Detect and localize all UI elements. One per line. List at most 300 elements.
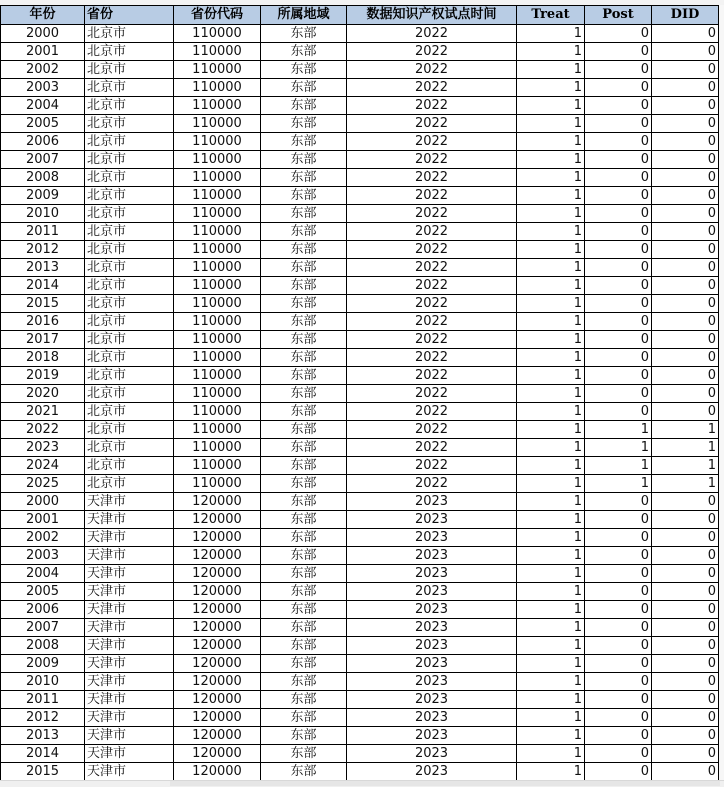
cell-region[interactable]: 东部	[261, 115, 347, 133]
cell-did[interactable]: 0	[652, 349, 719, 367]
cell-treat[interactable]: 1	[517, 763, 585, 781]
cell-pilot-year[interactable]: 2022	[347, 259, 517, 277]
cell-region[interactable]: 东部	[261, 223, 347, 241]
cell-post[interactable]: 0	[585, 403, 652, 421]
cell-province-code[interactable]: 120000	[174, 637, 261, 655]
cell-province-code[interactable]: 110000	[174, 79, 261, 97]
cell-year[interactable]: 2012	[1, 241, 85, 259]
cell-did[interactable]: 0	[652, 25, 719, 43]
cell-region[interactable]: 东部	[261, 313, 347, 331]
cell-region[interactable]: 东部	[261, 457, 347, 475]
cell-post[interactable]: 0	[585, 187, 652, 205]
cell-did[interactable]: 0	[652, 295, 719, 313]
cell-province-code[interactable]: 120000	[174, 673, 261, 691]
cell-pilot-year[interactable]: 2022	[347, 277, 517, 295]
cell-region[interactable]: 东部	[261, 763, 347, 781]
cell-post[interactable]: 0	[585, 655, 652, 673]
cell-treat[interactable]: 1	[517, 529, 585, 547]
cell-pilot-year[interactable]: 2022	[347, 97, 517, 115]
cell-region[interactable]: 东部	[261, 691, 347, 709]
cell-region[interactable]: 东部	[261, 61, 347, 79]
cell-treat[interactable]: 1	[517, 151, 585, 169]
cell-province[interactable]: 北京市	[85, 25, 174, 43]
cell-treat[interactable]: 1	[517, 241, 585, 259]
cell-treat[interactable]: 1	[517, 439, 585, 457]
cell-pilot-year[interactable]: 2023	[347, 511, 517, 529]
cell-province-code[interactable]: 110000	[174, 475, 261, 493]
cell-did[interactable]: 0	[652, 709, 719, 727]
cell-year[interactable]: 2013	[1, 727, 85, 745]
cell-province-code[interactable]: 110000	[174, 43, 261, 61]
cell-year[interactable]: 2006	[1, 133, 85, 151]
cell-post[interactable]: 1	[585, 457, 652, 475]
cell-did[interactable]: 0	[652, 331, 719, 349]
cell-pilot-year[interactable]: 2022	[347, 475, 517, 493]
cell-year[interactable]: 2011	[1, 691, 85, 709]
cell-region[interactable]: 东部	[261, 565, 347, 583]
cell-province[interactable]: 北京市	[85, 295, 174, 313]
cell-post[interactable]: 0	[585, 565, 652, 583]
cell-province[interactable]: 北京市	[85, 403, 174, 421]
cell-post[interactable]: 0	[585, 133, 652, 151]
cell-did[interactable]: 0	[652, 511, 719, 529]
cell-post[interactable]: 0	[585, 727, 652, 745]
cell-treat[interactable]: 1	[517, 457, 585, 475]
cell-post[interactable]: 0	[585, 259, 652, 277]
cell-province-code[interactable]: 110000	[174, 421, 261, 439]
cell-year[interactable]: 2013	[1, 259, 85, 277]
cell-region[interactable]: 东部	[261, 349, 347, 367]
cell-region[interactable]: 东部	[261, 133, 347, 151]
cell-did[interactable]: 0	[652, 763, 719, 781]
cell-post[interactable]: 1	[585, 421, 652, 439]
cell-year[interactable]: 2010	[1, 205, 85, 223]
cell-province[interactable]: 天津市	[85, 691, 174, 709]
cell-province[interactable]: 天津市	[85, 709, 174, 727]
cell-treat[interactable]: 1	[517, 97, 585, 115]
cell-year[interactable]: 2023	[1, 439, 85, 457]
cell-year[interactable]: 2024	[1, 457, 85, 475]
cell-did[interactable]: 0	[652, 673, 719, 691]
cell-province[interactable]: 北京市	[85, 331, 174, 349]
cell-treat[interactable]: 1	[517, 349, 585, 367]
cell-treat[interactable]: 1	[517, 619, 585, 637]
cell-pilot-year[interactable]: 2023	[347, 691, 517, 709]
cell-did[interactable]: 0	[652, 151, 719, 169]
cell-did[interactable]: 0	[652, 169, 719, 187]
cell-pilot-year[interactable]: 2022	[347, 61, 517, 79]
cell-post[interactable]: 0	[585, 367, 652, 385]
cell-treat[interactable]: 1	[517, 547, 585, 565]
cell-region[interactable]: 东部	[261, 529, 347, 547]
cell-post[interactable]: 0	[585, 511, 652, 529]
cell-post[interactable]: 0	[585, 313, 652, 331]
cell-region[interactable]: 东部	[261, 655, 347, 673]
cell-treat[interactable]: 1	[517, 493, 585, 511]
cell-did[interactable]: 0	[652, 187, 719, 205]
cell-post[interactable]: 0	[585, 709, 652, 727]
header-pilot-year[interactable]: 数据知识产权试点时间	[347, 6, 517, 25]
cell-region[interactable]: 东部	[261, 547, 347, 565]
cell-province[interactable]: 北京市	[85, 439, 174, 457]
cell-region[interactable]: 东部	[261, 295, 347, 313]
cell-region[interactable]: 东部	[261, 673, 347, 691]
cell-year[interactable]: 2014	[1, 277, 85, 295]
cell-did[interactable]: 0	[652, 547, 719, 565]
cell-province[interactable]: 北京市	[85, 79, 174, 97]
cell-post[interactable]: 0	[585, 223, 652, 241]
cell-year[interactable]: 2022	[1, 421, 85, 439]
cell-pilot-year[interactable]: 2022	[347, 457, 517, 475]
cell-post[interactable]: 1	[585, 439, 652, 457]
cell-region[interactable]: 东部	[261, 331, 347, 349]
cell-region[interactable]: 东部	[261, 151, 347, 169]
cell-did[interactable]: 0	[652, 79, 719, 97]
header-province-code[interactable]: 省份代码	[174, 6, 261, 25]
cell-pilot-year[interactable]: 2022	[347, 295, 517, 313]
cell-province[interactable]: 天津市	[85, 763, 174, 781]
cell-treat[interactable]: 1	[517, 745, 585, 763]
cell-province[interactable]: 北京市	[85, 367, 174, 385]
cell-pilot-year[interactable]: 2023	[347, 493, 517, 511]
cell-treat[interactable]: 1	[517, 673, 585, 691]
cell-pilot-year[interactable]: 2022	[347, 403, 517, 421]
cell-region[interactable]: 东部	[261, 79, 347, 97]
cell-region[interactable]: 东部	[261, 97, 347, 115]
cell-treat[interactable]: 1	[517, 565, 585, 583]
cell-year[interactable]: 2020	[1, 385, 85, 403]
cell-treat[interactable]: 1	[517, 475, 585, 493]
cell-post[interactable]: 0	[585, 331, 652, 349]
cell-province[interactable]: 北京市	[85, 205, 174, 223]
cell-region[interactable]: 东部	[261, 187, 347, 205]
cell-province-code[interactable]: 110000	[174, 133, 261, 151]
cell-province-code[interactable]: 110000	[174, 457, 261, 475]
cell-pilot-year[interactable]: 2022	[347, 223, 517, 241]
cell-province[interactable]: 天津市	[85, 673, 174, 691]
cell-treat[interactable]: 1	[517, 223, 585, 241]
cell-province-code[interactable]: 110000	[174, 187, 261, 205]
cell-province-code[interactable]: 110000	[174, 331, 261, 349]
cell-pilot-year[interactable]: 2023	[347, 673, 517, 691]
cell-treat[interactable]: 1	[517, 709, 585, 727]
cell-pilot-year[interactable]: 2023	[347, 709, 517, 727]
cell-pilot-year[interactable]: 2023	[347, 655, 517, 673]
cell-province[interactable]: 北京市	[85, 385, 174, 403]
cell-region[interactable]: 东部	[261, 169, 347, 187]
cell-pilot-year[interactable]: 2022	[347, 43, 517, 61]
cell-post[interactable]: 0	[585, 277, 652, 295]
cell-post[interactable]: 0	[585, 637, 652, 655]
cell-treat[interactable]: 1	[517, 655, 585, 673]
cell-province[interactable]: 天津市	[85, 655, 174, 673]
cell-province[interactable]: 天津市	[85, 565, 174, 583]
cell-province[interactable]: 北京市	[85, 313, 174, 331]
cell-province-code[interactable]: 120000	[174, 763, 261, 781]
cell-province[interactable]: 北京市	[85, 151, 174, 169]
cell-did[interactable]: 0	[652, 61, 719, 79]
cell-region[interactable]: 东部	[261, 439, 347, 457]
cell-pilot-year[interactable]: 2022	[347, 205, 517, 223]
cell-pilot-year[interactable]: 2023	[347, 637, 517, 655]
cell-pilot-year[interactable]: 2022	[347, 349, 517, 367]
cell-treat[interactable]: 1	[517, 115, 585, 133]
cell-did[interactable]: 0	[652, 313, 719, 331]
cell-region[interactable]: 东部	[261, 367, 347, 385]
cell-did[interactable]: 1	[652, 439, 719, 457]
cell-region[interactable]: 东部	[261, 259, 347, 277]
cell-region[interactable]: 东部	[261, 25, 347, 43]
cell-year[interactable]: 2018	[1, 349, 85, 367]
cell-did[interactable]: 1	[652, 421, 719, 439]
cell-treat[interactable]: 1	[517, 259, 585, 277]
cell-province[interactable]: 北京市	[85, 223, 174, 241]
cell-post[interactable]: 0	[585, 763, 652, 781]
cell-region[interactable]: 东部	[261, 637, 347, 655]
cell-year[interactable]: 2011	[1, 223, 85, 241]
cell-did[interactable]: 0	[652, 133, 719, 151]
cell-pilot-year[interactable]: 2022	[347, 367, 517, 385]
cell-province[interactable]: 北京市	[85, 133, 174, 151]
cell-treat[interactable]: 1	[517, 511, 585, 529]
cell-pilot-year[interactable]: 2023	[347, 547, 517, 565]
cell-province-code[interactable]: 120000	[174, 745, 261, 763]
cell-province-code[interactable]: 110000	[174, 205, 261, 223]
cell-year[interactable]: 2008	[1, 637, 85, 655]
cell-province-code[interactable]: 120000	[174, 709, 261, 727]
cell-year[interactable]: 2001	[1, 43, 85, 61]
cell-treat[interactable]: 1	[517, 601, 585, 619]
cell-post[interactable]: 0	[585, 169, 652, 187]
cell-post[interactable]: 0	[585, 691, 652, 709]
cell-province-code[interactable]: 120000	[174, 547, 261, 565]
cell-pilot-year[interactable]: 2022	[347, 331, 517, 349]
cell-pilot-year[interactable]: 2022	[347, 187, 517, 205]
cell-province-code[interactable]: 110000	[174, 259, 261, 277]
cell-province-code[interactable]: 120000	[174, 655, 261, 673]
cell-province[interactable]: 北京市	[85, 43, 174, 61]
cell-province[interactable]: 北京市	[85, 61, 174, 79]
cell-year[interactable]: 2010	[1, 673, 85, 691]
cell-post[interactable]: 0	[585, 151, 652, 169]
cell-province-code[interactable]: 110000	[174, 61, 261, 79]
cell-treat[interactable]: 1	[517, 277, 585, 295]
cell-year[interactable]: 2014	[1, 745, 85, 763]
cell-year[interactable]: 2000	[1, 25, 85, 43]
cell-province-code[interactable]: 110000	[174, 169, 261, 187]
cell-treat[interactable]: 1	[517, 367, 585, 385]
cell-post[interactable]: 0	[585, 205, 652, 223]
cell-province[interactable]: 北京市	[85, 475, 174, 493]
cell-year[interactable]: 2009	[1, 655, 85, 673]
cell-did[interactable]: 0	[652, 43, 719, 61]
cell-pilot-year[interactable]: 2022	[347, 313, 517, 331]
cell-pilot-year[interactable]: 2022	[347, 169, 517, 187]
cell-treat[interactable]: 1	[517, 169, 585, 187]
cell-province[interactable]: 天津市	[85, 619, 174, 637]
cell-year[interactable]: 2004	[1, 565, 85, 583]
cell-did[interactable]: 0	[652, 691, 719, 709]
cell-treat[interactable]: 1	[517, 187, 585, 205]
cell-year[interactable]: 2008	[1, 169, 85, 187]
cell-did[interactable]: 0	[652, 727, 719, 745]
cell-province[interactable]: 天津市	[85, 511, 174, 529]
cell-pilot-year[interactable]: 2022	[347, 439, 517, 457]
cell-did[interactable]: 0	[652, 385, 719, 403]
cell-province[interactable]: 北京市	[85, 187, 174, 205]
cell-region[interactable]: 东部	[261, 205, 347, 223]
cell-province-code[interactable]: 120000	[174, 727, 261, 745]
cell-province-code[interactable]: 110000	[174, 403, 261, 421]
cell-treat[interactable]: 1	[517, 385, 585, 403]
cell-post[interactable]: 0	[585, 583, 652, 601]
cell-did[interactable]: 1	[652, 475, 719, 493]
cell-year[interactable]: 2001	[1, 511, 85, 529]
cell-year[interactable]: 2003	[1, 79, 85, 97]
cell-post[interactable]: 0	[585, 385, 652, 403]
cell-province-code[interactable]: 110000	[174, 367, 261, 385]
cell-pilot-year[interactable]: 2022	[347, 241, 517, 259]
cell-pilot-year[interactable]: 2023	[347, 529, 517, 547]
cell-post[interactable]: 0	[585, 745, 652, 763]
cell-post[interactable]: 0	[585, 43, 652, 61]
cell-province[interactable]: 天津市	[85, 745, 174, 763]
cell-post[interactable]: 0	[585, 529, 652, 547]
cell-treat[interactable]: 1	[517, 421, 585, 439]
cell-province[interactable]: 北京市	[85, 115, 174, 133]
header-post[interactable]: Post	[585, 6, 652, 25]
cell-did[interactable]: 0	[652, 601, 719, 619]
cell-region[interactable]: 东部	[261, 709, 347, 727]
cell-region[interactable]: 东部	[261, 583, 347, 601]
cell-did[interactable]: 0	[652, 493, 719, 511]
cell-province[interactable]: 天津市	[85, 637, 174, 655]
header-treat[interactable]: Treat	[517, 6, 585, 25]
cell-year[interactable]: 2015	[1, 295, 85, 313]
cell-pilot-year[interactable]: 2022	[347, 133, 517, 151]
cell-treat[interactable]: 1	[517, 691, 585, 709]
cell-year[interactable]: 2007	[1, 151, 85, 169]
cell-post[interactable]: 0	[585, 79, 652, 97]
cell-year[interactable]: 2019	[1, 367, 85, 385]
cell-province[interactable]: 北京市	[85, 97, 174, 115]
cell-region[interactable]: 东部	[261, 727, 347, 745]
cell-pilot-year[interactable]: 2023	[347, 745, 517, 763]
cell-post[interactable]: 1	[585, 475, 652, 493]
cell-province[interactable]: 天津市	[85, 727, 174, 745]
cell-year[interactable]: 2002	[1, 61, 85, 79]
cell-province-code[interactable]: 110000	[174, 151, 261, 169]
cell-pilot-year[interactable]: 2022	[347, 79, 517, 97]
cell-post[interactable]: 0	[585, 601, 652, 619]
cell-did[interactable]: 0	[652, 565, 719, 583]
cell-region[interactable]: 东部	[261, 241, 347, 259]
cell-post[interactable]: 0	[585, 25, 652, 43]
cell-province-code[interactable]: 110000	[174, 313, 261, 331]
cell-province-code[interactable]: 120000	[174, 601, 261, 619]
cell-did[interactable]: 0	[652, 277, 719, 295]
cell-year[interactable]: 2009	[1, 187, 85, 205]
cell-year[interactable]: 2003	[1, 547, 85, 565]
cell-year[interactable]: 2007	[1, 619, 85, 637]
cell-treat[interactable]: 1	[517, 43, 585, 61]
cell-post[interactable]: 0	[585, 241, 652, 259]
cell-pilot-year[interactable]: 2022	[347, 115, 517, 133]
cell-pilot-year[interactable]: 2022	[347, 25, 517, 43]
horizontal-scrollbar[interactable]	[170, 781, 720, 786]
cell-did[interactable]: 0	[652, 403, 719, 421]
cell-province-code[interactable]: 110000	[174, 25, 261, 43]
cell-province-code[interactable]: 110000	[174, 439, 261, 457]
cell-did[interactable]: 1	[652, 457, 719, 475]
cell-treat[interactable]: 1	[517, 403, 585, 421]
cell-treat[interactable]: 1	[517, 583, 585, 601]
cell-region[interactable]: 东部	[261, 511, 347, 529]
cell-region[interactable]: 东部	[261, 277, 347, 295]
cell-year[interactable]: 2021	[1, 403, 85, 421]
cell-did[interactable]: 0	[652, 97, 719, 115]
cell-province[interactable]: 北京市	[85, 349, 174, 367]
cell-province-code[interactable]: 110000	[174, 97, 261, 115]
cell-region[interactable]: 东部	[261, 601, 347, 619]
cell-year[interactable]: 2004	[1, 97, 85, 115]
cell-region[interactable]: 东部	[261, 403, 347, 421]
cell-treat[interactable]: 1	[517, 637, 585, 655]
cell-province[interactable]: 北京市	[85, 241, 174, 259]
cell-post[interactable]: 0	[585, 295, 652, 313]
cell-treat[interactable]: 1	[517, 295, 585, 313]
cell-region[interactable]: 东部	[261, 421, 347, 439]
cell-province-code[interactable]: 110000	[174, 223, 261, 241]
cell-post[interactable]: 0	[585, 349, 652, 367]
cell-pilot-year[interactable]: 2022	[347, 385, 517, 403]
cell-province-code[interactable]: 120000	[174, 691, 261, 709]
cell-pilot-year[interactable]: 2023	[347, 619, 517, 637]
cell-pilot-year[interactable]: 2023	[347, 763, 517, 781]
cell-province-code[interactable]: 110000	[174, 277, 261, 295]
cell-province-code[interactable]: 110000	[174, 241, 261, 259]
cell-year[interactable]: 2025	[1, 475, 85, 493]
cell-post[interactable]: 0	[585, 61, 652, 79]
cell-province[interactable]: 天津市	[85, 529, 174, 547]
cell-did[interactable]: 0	[652, 745, 719, 763]
cell-treat[interactable]: 1	[517, 331, 585, 349]
cell-province[interactable]: 北京市	[85, 457, 174, 475]
cell-pilot-year[interactable]: 2023	[347, 583, 517, 601]
cell-pilot-year[interactable]: 2023	[347, 601, 517, 619]
cell-province-code[interactable]: 110000	[174, 295, 261, 313]
cell-did[interactable]: 0	[652, 115, 719, 133]
cell-did[interactable]: 0	[652, 259, 719, 277]
cell-treat[interactable]: 1	[517, 25, 585, 43]
cell-treat[interactable]: 1	[517, 205, 585, 223]
cell-region[interactable]: 东部	[261, 43, 347, 61]
cell-year[interactable]: 2005	[1, 115, 85, 133]
cell-treat[interactable]: 1	[517, 61, 585, 79]
cell-province[interactable]: 天津市	[85, 601, 174, 619]
cell-post[interactable]: 0	[585, 493, 652, 511]
header-region[interactable]: 所属地域	[261, 6, 347, 25]
cell-did[interactable]: 0	[652, 583, 719, 601]
cell-did[interactable]: 0	[652, 205, 719, 223]
cell-did[interactable]: 0	[652, 637, 719, 655]
cell-post[interactable]: 0	[585, 673, 652, 691]
cell-province[interactable]: 北京市	[85, 169, 174, 187]
cell-year[interactable]: 2000	[1, 493, 85, 511]
cell-region[interactable]: 东部	[261, 619, 347, 637]
header-did[interactable]: DID	[652, 6, 719, 25]
cell-pilot-year[interactable]: 2022	[347, 421, 517, 439]
